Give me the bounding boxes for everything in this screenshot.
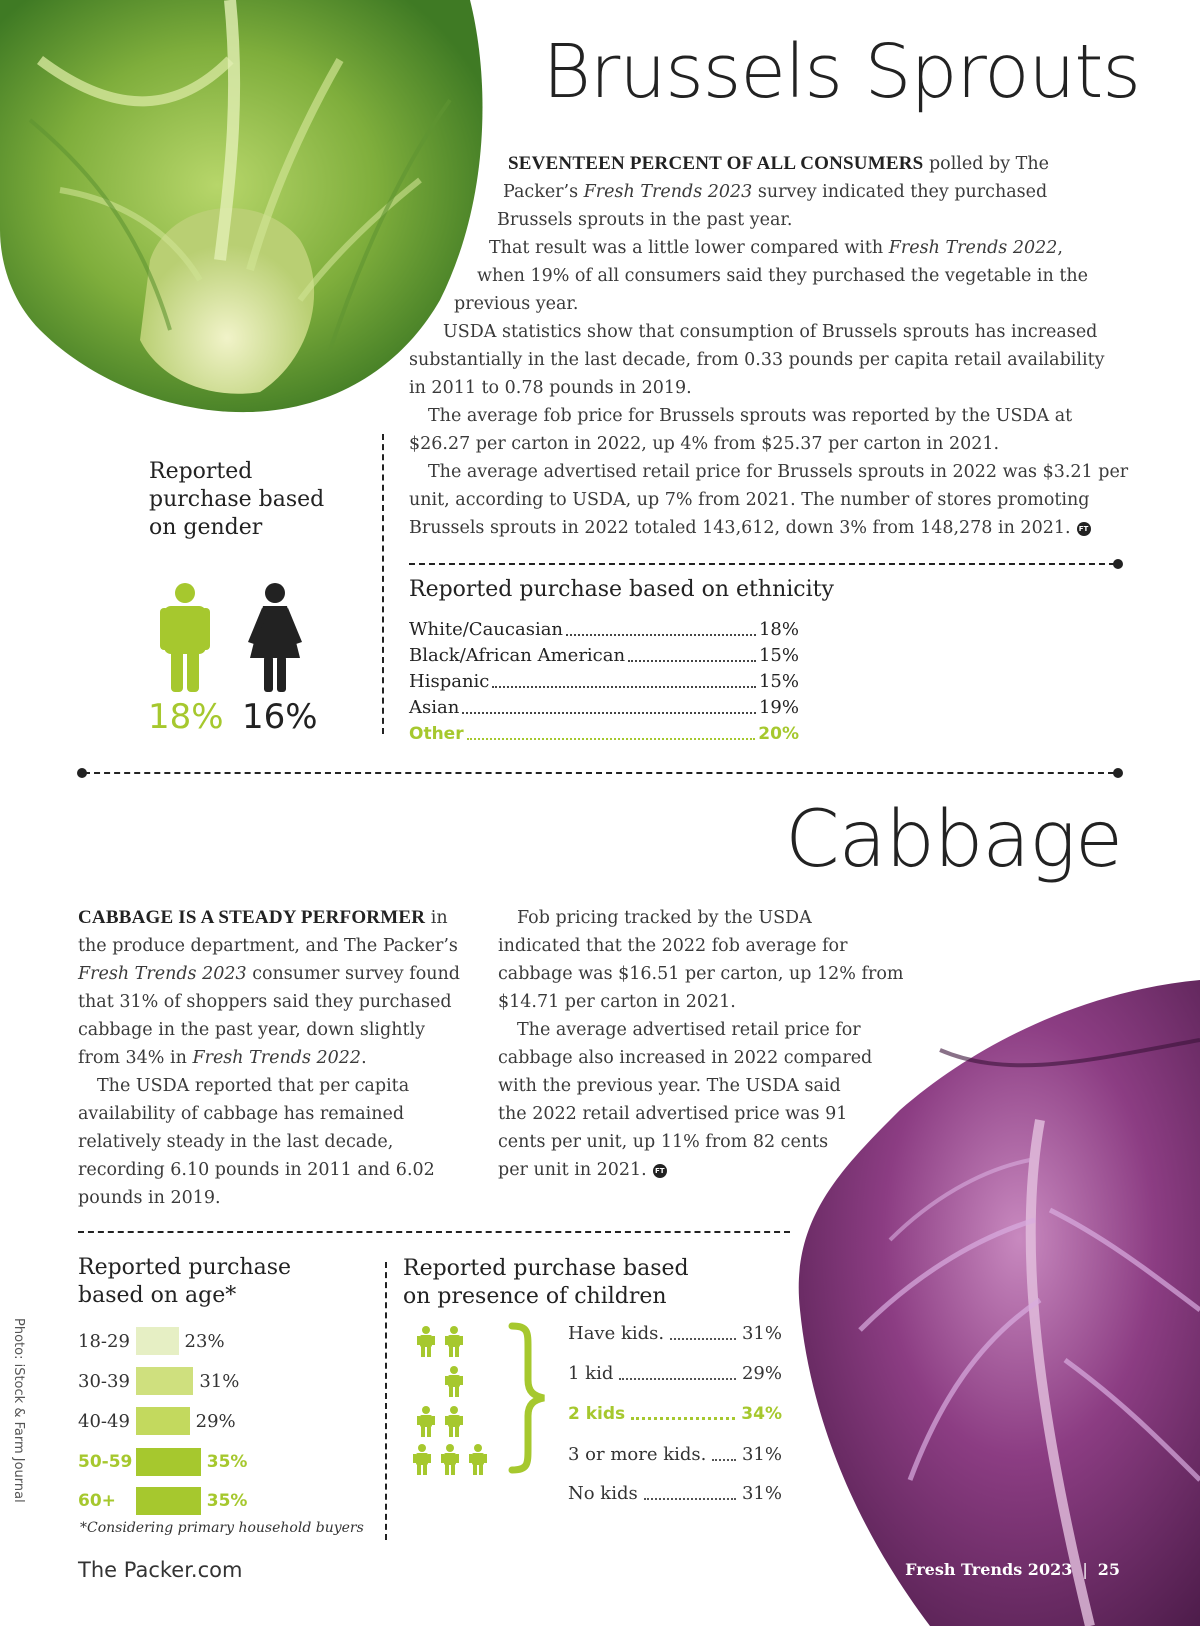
article-line: Fob pricing tracked by the USDA [517, 908, 812, 928]
site-name: The Packer.com [78, 1558, 243, 1582]
article-line: cabbage in the past year, down slightly [78, 1020, 426, 1040]
article-line: when 19% of all consumers said they purchased the vegetable in the [477, 266, 1089, 286]
article-line: CABBAGE IS A STEADY PERFORMER in [78, 907, 448, 928]
publication-footer: Fresh Trends 2023 | 25 [905, 1560, 1120, 1579]
woman-icon [246, 582, 304, 694]
page-number: 25 [1097, 1560, 1120, 1579]
article-line: Brussels sprouts in 2022 totaled 143,612, down 3% from 148,278 in 2021. FT [409, 514, 1091, 542]
age-heading: Reported purchase based on age* [78, 1255, 292, 1308]
article-line: recording 6.10 pounds in 2011 and 6.02 [78, 1160, 435, 1180]
age-row: 60+ 35% [78, 1486, 247, 1516]
age-footnote: *Considering primary household buyers [80, 1520, 364, 1536]
children-row: No kids 31% [568, 1480, 782, 1508]
age-row: 30-39 31% [78, 1366, 239, 1396]
cabbage-title: Cabbage [785, 795, 1122, 885]
children-row: Have kids. 31% [568, 1320, 782, 1348]
children-row-highlight: 2 kids 34% [568, 1400, 782, 1428]
article-line: cabbage was $16.51 per carton, up 12% from [498, 964, 904, 984]
article-line: $26.27 per carton in 2022, up 4% from $25.37 per carton in 2021. [409, 434, 1000, 454]
age-bar [136, 1367, 193, 1395]
article-line: cabbage also increased in 2022 compared [498, 1048, 873, 1068]
article-line: that 31% of shoppers said they purchased [78, 992, 452, 1012]
article-line: substantially in the last decade, from 0.33 pounds per capita retail availability [409, 350, 1105, 370]
age-bar [136, 1407, 190, 1435]
article-line: Fresh Trends 2023 consumer survey found [78, 964, 461, 984]
age-bar [136, 1327, 179, 1355]
divider-dot [1113, 768, 1123, 778]
ethnicity-row: White/Caucasian 18% [409, 619, 799, 640]
article-line: USDA statistics show that consumption of Brussels sprouts has increased [443, 322, 1098, 342]
ethnicity-heading: Reported purchase based on ethnicity [409, 577, 834, 602]
divider-horizontal [78, 1231, 790, 1233]
age-row: 18-29 23% [78, 1326, 225, 1356]
article-line: unit, according to USDA, up 7% from 2021. The number of stores promoting [409, 490, 1090, 510]
article-line: SEVENTEEN PERCENT OF ALL CONSUMERS polled by The [508, 153, 1049, 174]
article-line: pounds in 2019. [78, 1188, 221, 1208]
photo-credit: Photo: iStock & Farm Journal [11, 1318, 26, 1503]
fresh-trends-icon: FT [653, 1164, 667, 1178]
article-line: the produce department, and The Packer’s [78, 936, 458, 956]
children-heading: Reported purchase based on presence of children [403, 1256, 689, 1309]
section-divider [84, 772, 1114, 774]
article-line: The average advertised retail price for Brussels sprouts in 2022 was $3.21 per [428, 462, 1129, 482]
brussels-sprouts-title: Brussels Sprouts [542, 29, 1140, 115]
divider-dot [1113, 559, 1123, 569]
article-line: $14.71 per carton in 2021. [498, 992, 736, 1012]
divider-horizontal [409, 563, 1115, 565]
age-row: 40-49 29% [78, 1406, 236, 1436]
female-percent: 16% [242, 697, 318, 737]
article-line: indicated that the 2022 fob average for [498, 936, 848, 956]
publication-name: Fresh Trends 2023 [905, 1560, 1073, 1579]
man-icon [160, 582, 210, 694]
article-line: from 34% in Fresh Trends 2022. [78, 1048, 367, 1068]
article-line: availability of cabbage has remained [78, 1104, 405, 1124]
article-line: That result was a little lower compared with Fresh Trends 2022, [489, 238, 1063, 258]
children-row: 1 kid 29% [568, 1360, 782, 1388]
fresh-trends-icon: FT [1077, 522, 1091, 536]
article-line: The average advertised retail price for [517, 1020, 861, 1040]
article-line: with the previous year. The USDA said [498, 1076, 841, 1096]
ethnicity-row: Hispanic 15% [409, 671, 799, 692]
article-line: per unit in 2021. FT [498, 1156, 667, 1184]
article-line: Packer’s Fresh Trends 2023 survey indicated they purchased [503, 182, 1048, 202]
article-line: the 2022 retail advertised price was 91 [498, 1104, 848, 1124]
article-line: in 2011 to 0.78 pounds in 2019. [409, 378, 692, 398]
age-bar [136, 1448, 201, 1476]
article-line: cents per unit, up 11% from 82 cents [498, 1132, 829, 1152]
ethnicity-row: Black/African American 15% [409, 645, 799, 666]
article-line: previous year. [454, 294, 579, 314]
article-line: relatively steady in the last decade, [78, 1132, 394, 1152]
article-line: Brussels sprouts in the past year. [497, 210, 793, 230]
article-line: The average fob price for Brussels sprouts was reported by the USDA at [428, 406, 1073, 426]
divider-vertical [385, 1262, 387, 1540]
age-row: 50-59 35% [78, 1447, 247, 1477]
gender-heading: Reported purchase based on gender [149, 459, 325, 540]
children-icon [413, 1320, 489, 1480]
male-percent: 18% [148, 697, 224, 737]
ethnicity-row: Asian 19% [409, 697, 799, 718]
article-line: The USDA reported that per capita [97, 1076, 410, 1096]
red-cabbage-photo [790, 980, 1200, 1626]
ethnicity-row-highlight: Other 20% [409, 721, 799, 747]
children-row: 3 or more kids. 31% [568, 1441, 782, 1469]
divider-vertical [382, 434, 384, 734]
age-bar [136, 1487, 201, 1515]
brace-icon [506, 1322, 550, 1474]
